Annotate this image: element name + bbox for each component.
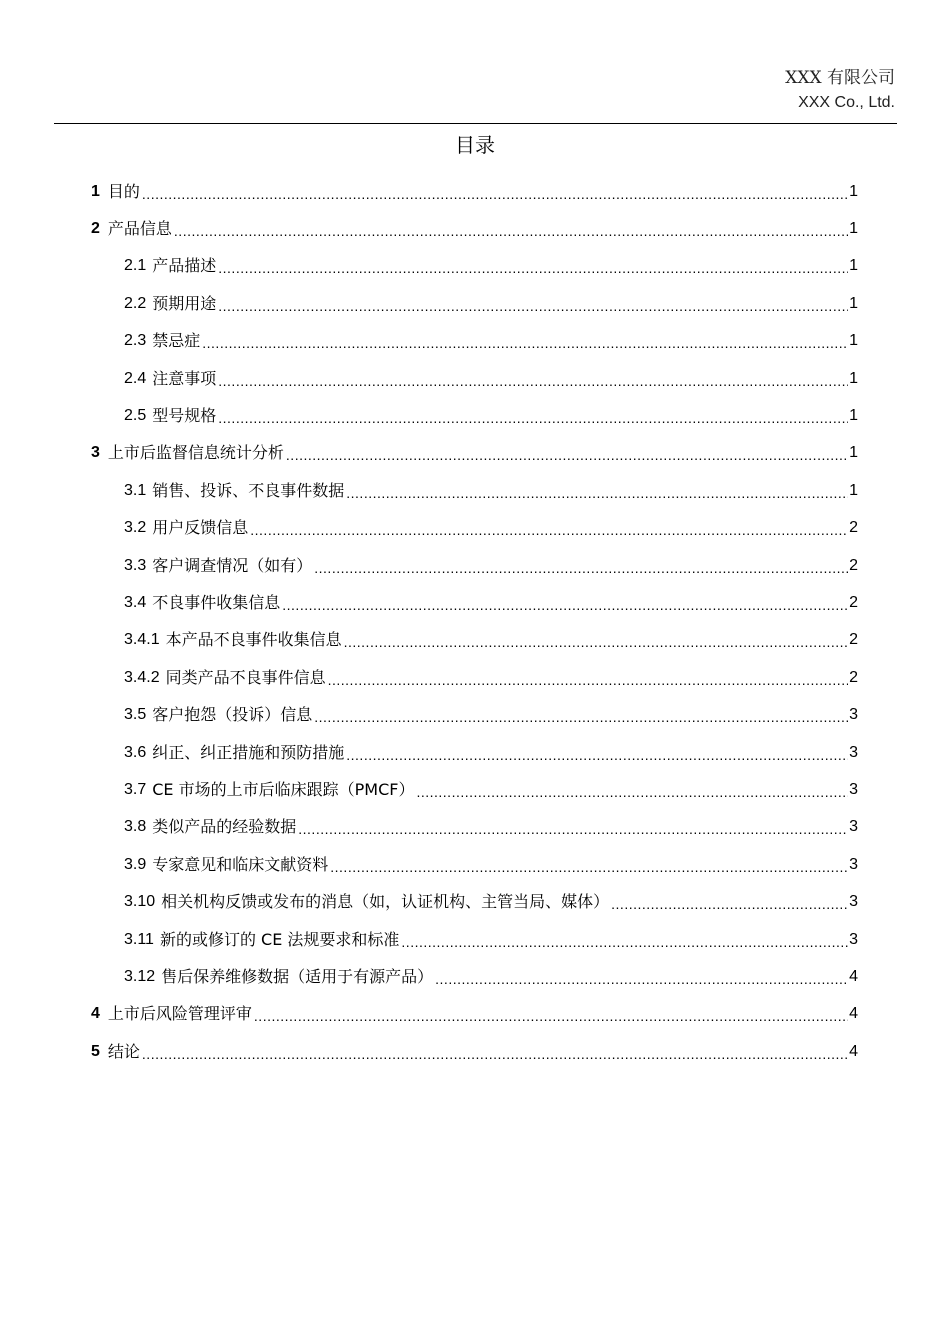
toc-entry[interactable]: [124, 323, 858, 360]
toc-entry-page-number: 1: [849, 219, 858, 237]
toc-entry[interactable]: [124, 809, 858, 846]
toc-entry-number: 2: [91, 219, 100, 237]
toc-entry-number: 3.4.2: [124, 668, 160, 686]
toc-entry[interactable]: [124, 622, 858, 659]
toc-entry[interactable]: [91, 1033, 858, 1070]
toc-entry-page-number: 2: [849, 556, 858, 574]
toc-dot-leader: [282, 595, 848, 615]
toc-entry-page-number: 2: [849, 631, 858, 649]
toc-entry-number: 3: [91, 444, 100, 462]
header-divider: [54, 123, 897, 124]
toc-entry[interactable]: [124, 846, 858, 883]
toc-entry-number: 5: [91, 1042, 100, 1060]
toc-dot-leader: [401, 932, 848, 952]
toc-entry-label: 上市后监督信息统计分析: [107, 443, 284, 463]
toc-entry-label: CE 市场的上市后临床跟踪（PMCF）: [152, 779, 415, 799]
company-name-english: XXX Co., Ltd.: [798, 94, 895, 111]
toc-entry-page-number: 3: [849, 818, 858, 836]
toc-dot-leader: [330, 857, 848, 877]
toc-dot-leader: [416, 782, 848, 802]
toc-entry[interactable]: [124, 884, 858, 921]
toc-entry-page-number: 3: [849, 780, 858, 798]
toc-dot-leader: [611, 894, 848, 914]
toc-entry-page-number: 1: [849, 332, 858, 350]
toc-entry-label: 结论: [107, 1041, 140, 1061]
toc-entry[interactable]: [124, 921, 858, 958]
toc-entry-label: 同类产品不良事件信息: [165, 667, 326, 687]
toc-entry-number: 3.3: [124, 556, 147, 574]
toc-entry-number: 2.4: [124, 369, 147, 387]
toc-entry-page-number: 4: [849, 967, 858, 985]
toc-entry-label: 售后保养维修数据（适用于有源产品）: [161, 966, 434, 986]
toc-dot-leader: [202, 333, 848, 353]
toc-entry-label: 注意事项: [152, 368, 217, 388]
company-name-chinese: XXX 有限公司: [785, 68, 895, 88]
toc-entry-page-number: 3: [849, 930, 858, 948]
toc-dot-leader: [346, 745, 848, 765]
toc-entry-label: 本产品不良事件收集信息: [165, 630, 342, 650]
toc-entry-label: 预期用途: [152, 293, 217, 313]
toc-entry-label: 不良事件收集信息: [152, 592, 281, 612]
toc-entry-number: 3.9: [124, 855, 147, 873]
toc-dot-leader: [218, 258, 848, 278]
toc-entry-number: 3.11: [124, 930, 154, 948]
toc-entry-page-number: 3: [849, 706, 858, 724]
toc-entry-label: 相关机构反馈或发布的消息（如，认证机构、主管当局、媒体）: [161, 892, 610, 912]
toc-entry-page-number: 2: [849, 593, 858, 611]
toc-entry[interactable]: [124, 360, 858, 397]
toc-dot-leader: [142, 1044, 848, 1064]
toc-entry[interactable]: [124, 584, 858, 621]
toc-entry-page-number: 2: [849, 519, 858, 537]
toc-entry-label: 产品描述: [152, 256, 217, 276]
toc-entry-number: 1: [91, 182, 100, 200]
toc-entry-page-number: 3: [849, 893, 858, 911]
toc-entry[interactable]: [124, 510, 858, 547]
toc-entry[interactable]: [91, 996, 858, 1033]
toc-dot-leader: [174, 221, 848, 241]
toc-dot-leader: [435, 969, 848, 989]
toc-entry-page-number: 3: [849, 855, 858, 873]
toc-entry[interactable]: [124, 697, 858, 734]
toc-dot-leader: [346, 483, 848, 503]
toc-entry[interactable]: [124, 734, 858, 771]
toc-entry[interactable]: [124, 958, 858, 995]
toc-entry-number: 2.1: [124, 257, 147, 275]
toc-entry-page-number: 1: [849, 481, 858, 499]
toc-entry-label: 上市后风险管理评审: [107, 1004, 252, 1024]
toc-entry-label: 禁忌症: [152, 331, 201, 351]
toc-entry-number: 2.3: [124, 332, 147, 350]
toc-entry-page-number: 1: [849, 369, 858, 387]
toc-dot-leader: [328, 670, 848, 690]
toc-dot-leader: [344, 632, 848, 652]
toc-dot-leader: [218, 371, 848, 391]
toc-dot-leader: [142, 184, 848, 204]
toc-entry-page-number: 1: [849, 182, 858, 200]
toc-dot-leader: [218, 408, 848, 428]
toc-dot-leader: [314, 558, 848, 578]
toc-dot-leader: [286, 445, 848, 465]
toc-entry-label: 类似产品的经验数据: [152, 817, 297, 837]
toc-entry[interactable]: [124, 547, 858, 584]
toc-entry-label: 纠正、纠正措施和预防措施: [152, 742, 345, 762]
toc-entry[interactable]: [124, 659, 858, 696]
toc-entry-label: 销售、投诉、不良事件数据: [152, 480, 345, 500]
toc-entry[interactable]: [124, 397, 858, 434]
toc-entry-page-number: 1: [849, 294, 858, 312]
toc-entry[interactable]: [91, 173, 858, 210]
toc-entry-label: 新的或修订的 CE 法规要求和标准: [159, 929, 400, 949]
toc-entry-number: 2.5: [124, 406, 147, 424]
toc-dot-leader: [254, 1006, 848, 1026]
toc-entry-number: 3.7: [124, 780, 147, 798]
toc-entry-page-number: 1: [849, 257, 858, 275]
toc-entry-number: 3.1: [124, 481, 147, 499]
toc-entry[interactable]: [124, 285, 858, 322]
toc-entry[interactable]: [91, 210, 858, 247]
toc-entry-number: 4: [91, 1005, 100, 1023]
toc-entry[interactable]: [91, 435, 858, 472]
toc-entry-number: 3.8: [124, 818, 147, 836]
toc-entry-label: 型号规格: [152, 405, 217, 425]
toc-entry-number: 3.5: [124, 706, 147, 724]
toc-entry-page-number: 3: [849, 743, 858, 761]
toc-entry[interactable]: [124, 248, 858, 285]
toc-entry-number: 3.12: [124, 967, 156, 985]
toc-entry-page-number: 2: [849, 668, 858, 686]
toc-dot-leader: [250, 520, 848, 540]
toc-entry-label: 产品信息: [107, 218, 172, 238]
document-header: [785, 66, 895, 116]
toc-dot-leader: [298, 819, 848, 839]
toc-entry-number: 3.10: [124, 893, 156, 911]
toc-title: 目录: [455, 133, 495, 157]
toc-entry-number: 3.4.1: [124, 631, 160, 649]
toc-entry-label: 专家意见和临床文献资料: [152, 854, 329, 874]
toc-entry-label: 客户调查情况（如有）: [152, 555, 313, 575]
toc-entry-number: 3.4: [124, 593, 147, 611]
toc-entry-page-number: 1: [849, 406, 858, 424]
toc-dot-leader: [218, 296, 848, 316]
toc-entry-number: 3.6: [124, 743, 147, 761]
toc-entry-number: 2.2: [124, 294, 147, 312]
toc-entry-page-number: 4: [849, 1005, 858, 1023]
toc-entry-label: 客户抱怨（投诉）信息: [152, 705, 313, 725]
toc-dot-leader: [314, 707, 848, 727]
toc-entry[interactable]: [124, 771, 858, 808]
toc-entry-label: 用户反馈信息: [152, 518, 249, 538]
toc-entry-page-number: 1: [849, 444, 858, 462]
toc-entry-page-number: 4: [849, 1042, 858, 1060]
toc-entry-label: 目的: [107, 181, 140, 201]
toc-entry[interactable]: [124, 472, 858, 509]
toc-entry-number: 3.2: [124, 519, 147, 537]
